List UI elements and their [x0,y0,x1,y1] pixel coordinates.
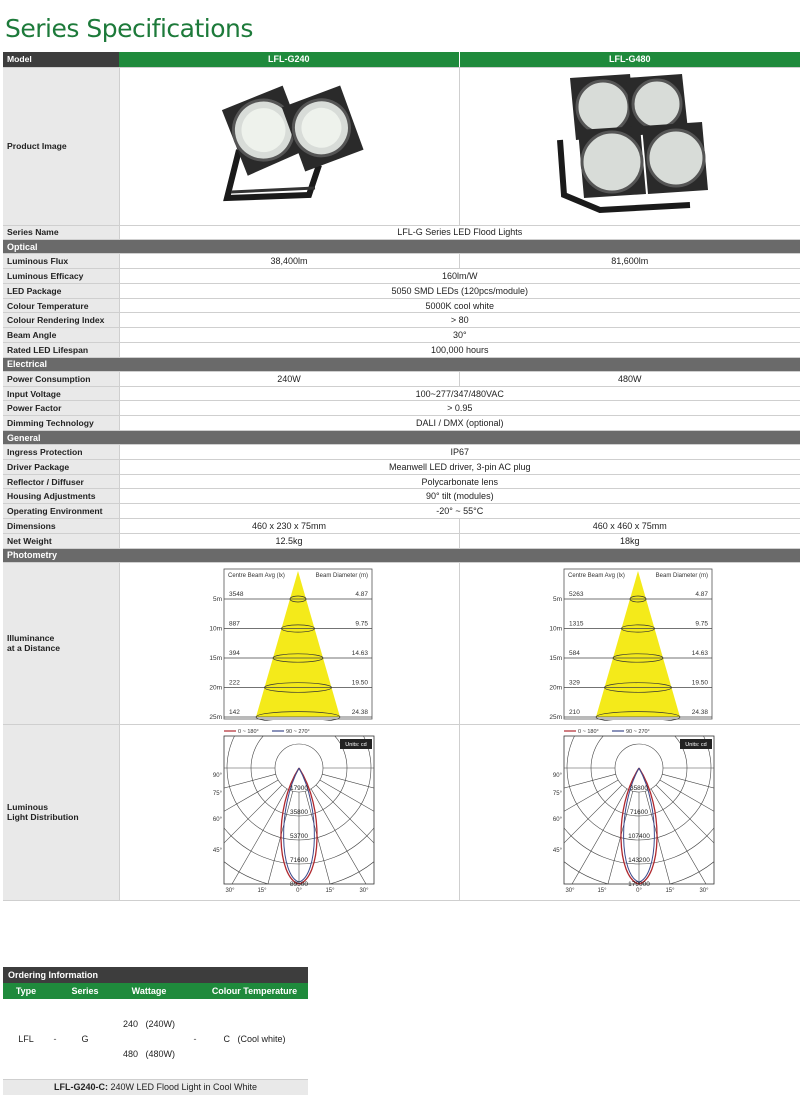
spec-value: 18kg [459,533,800,548]
floodlight-2-module-image [209,80,369,210]
floodlight-4-module-image [550,70,710,220]
ordering-dash: - [189,999,201,1080]
section-general [3,431,800,445]
polar-angle-bottom: 15° [324,888,335,895]
polar-angle-left: 90° [553,773,563,780]
section-electrical [3,357,800,371]
product-image-g480 [459,67,800,225]
lux-value: 142 [228,709,240,717]
spec-label: Colour Temperature [3,298,119,313]
lux-value: 222 [228,679,240,687]
ordering-table [3,967,308,1095]
spec-label: Colour Rendering Index [3,313,119,328]
illuminance-label-line1: Illuminance [7,633,55,644]
model-header-row [3,52,800,67]
distance-label: 15m [549,655,563,663]
spec-value: IP67 [119,445,800,460]
section-general-title: General [3,431,800,445]
diameter-value: 19.50 [351,679,368,687]
diameter-value: 14.63 [351,650,368,658]
polar-angle-left: 60° [553,817,563,824]
ring-value: 107400 [628,833,651,841]
spec-value: 12.5kg [119,533,459,548]
spec-value: 460 x 460 x 75mm [459,519,800,534]
polar-angle-left: 75° [553,791,563,798]
lux-value: 5263 [569,591,584,599]
polar-angle-left: 60° [212,817,222,824]
spec-label: Operating Environment [3,504,119,519]
lux-value: 210 [569,709,581,717]
cone-header-left: Centre Beam Avg (lx) [568,573,626,580]
spec-value: 30° [119,328,800,343]
wattage-option: 480 (480W) [122,1049,176,1059]
polar-angle-bottom: 0° [636,888,643,895]
polar-angle-bottom: 30° [699,888,709,895]
illuminance-label [3,562,119,724]
legend-label-a: 0 ~ 180° [237,729,259,736]
ring-value: 71600 [630,809,649,817]
polar-angle-left: 45° [212,848,222,855]
polar-angle-left: 75° [212,791,222,798]
ordering-example [3,1080,308,1095]
ring-value: 35800 [289,809,308,817]
distance-label: 5m [212,596,222,604]
diameter-value: 14.63 [691,650,709,658]
legend-label-a: 0 ~ 180° [578,729,599,736]
series-name-row [3,225,800,240]
illuminance-label-line2: at a Distance [7,643,61,654]
spec-value: 38,400lm [119,254,459,269]
lux-value: 329 [569,679,581,687]
product-image-row [3,67,800,225]
spec-value: 90° tilt (modules) [119,489,800,504]
distance-label: 20m [549,684,563,692]
spec-label: Power Factor [3,401,119,416]
wattage-option: 240 (240W) [122,1019,176,1029]
ordering-dash: - [49,999,61,1080]
ordering-series: G [61,999,109,1080]
ordering-example-code: LFL-G240-C: [53,1082,108,1093]
ordering-example-desc: 240W LED Flood Light in Cool White [107,1082,258,1093]
section-photometry [3,548,800,562]
polar-angle-bottom: 30° [358,888,369,895]
cone-diagram-g480 [542,565,717,721]
polar-angle-bottom: 0° [295,888,302,895]
ordering-header: Wattage [109,983,189,999]
diameter-value: 4.87 [695,591,709,599]
spec-value: 5050 SMD LEDs (120pcs/module) [119,283,800,298]
distance-label: 15m [208,655,222,663]
series-name-label: Series Name [3,225,119,240]
polar-angle-bottom: 15° [597,888,607,895]
spec-label: Ingress Protection [3,445,119,460]
units-label: Units: cd [685,742,707,749]
lux-value: 3548 [228,591,243,599]
units-label: Units: cd [344,742,367,749]
ring-value: 71600 [289,857,308,865]
spec-value: 81,600lm [459,254,800,269]
cone-header-right: Beam Diameter (m) [655,573,709,580]
spec-label: Dimming Technology [3,416,119,431]
distance-label: 20m [208,684,222,692]
distribution-row [3,724,800,900]
spec-label: Power Consumption [3,371,119,386]
polar-angle-bottom: 15° [256,888,267,895]
spec-label: Net Weight [3,533,119,548]
ring-value: 53700 [289,833,308,841]
spec-value: > 0.95 [119,401,800,416]
illuminance-row [3,562,800,724]
ordering-header: Colour Temperature [201,983,308,999]
spec-value: 100,000 hours [119,343,800,358]
polar-angle-bottom: 15° [665,888,675,895]
diameter-value: 24.38 [351,709,368,717]
section-optical [3,240,800,254]
model-col-2: LFL-G480 [459,52,800,67]
spec-label: Rated LED Lifespan [3,343,119,358]
ordering-header: Type [3,983,49,999]
spec-label: Input Voltage [3,386,119,401]
ordering-header: Series [61,983,109,999]
cone-diagram-g240 [202,565,377,721]
polar-angle-left: 45° [553,848,563,855]
spec-label: Luminous Flux [3,254,119,269]
spec-value: 240W [119,371,459,386]
section-optical-title: Optical [3,240,800,254]
polar-diagram-g480 [542,726,717,898]
distance-label: 25m [549,714,563,722]
model-col-1: LFL-G240 [119,52,459,67]
distance-label: 25m [208,714,222,722]
spec-label: LED Package [3,283,119,298]
cone-header-right: Beam Diameter (m) [315,573,368,580]
ring-value: 17900 [289,785,308,793]
distribution-label [3,724,119,900]
polar-angle-left: 90° [212,773,222,780]
lux-value: 1315 [569,620,584,628]
distance-label: 10m [549,625,563,633]
cone-header-left: Centre Beam Avg (lx) [227,573,285,580]
polar-g240-cell [119,724,459,900]
spec-label: Housing Adjustments [3,489,119,504]
spec-value: 160lm/W [119,269,800,284]
diameter-value: 9.75 [695,620,709,628]
spec-label: Luminous Efficacy [3,269,119,284]
ring-value: 35800 [630,785,649,793]
lux-value: 887 [228,620,240,628]
spec-label: Reflector / Diffuser [3,474,119,489]
spec-value: 5000K cool white [119,298,800,313]
ordering-type: LFL [3,999,49,1080]
ring-value: 179000 [628,881,651,889]
cone-g240-cell [119,562,459,724]
spec-label: Dimensions [3,519,119,534]
spec-label: Beam Angle [3,328,119,343]
ordering-wattage [109,999,189,1080]
polar-g480-cell [459,724,800,900]
section-electrical-title: Electrical [3,357,800,371]
section-photometry-title: Photometry [3,548,800,562]
ring-value: 143200 [628,857,651,865]
spec-value: -20° ~ 55°C [119,504,800,519]
ring-value: 89500 [289,881,308,889]
ordering-colour: C (Cool white) [201,999,308,1080]
polar-angle-bottom: 30° [224,888,235,895]
product-image-label: Product Image [3,67,119,225]
spec-value: DALI / DMX (optional) [119,416,800,431]
polar-diagram-g240 [202,726,377,898]
spec-value: 460 x 230 x 75mm [119,519,459,534]
legend-label-b: 90 ~ 270° [285,729,310,736]
page-title: Series Specifications [5,14,253,43]
distribution-label-line1: Luminous [7,802,49,813]
spec-value: Polycarbonate lens [119,474,800,489]
spec-value: Meanwell LED driver, 3-pin AC plug [119,459,800,474]
distribution-label-line2: Light Distribution [7,812,79,823]
spec-label: Driver Package [3,459,119,474]
distance-label: 10m [208,625,222,633]
spec-value: > 80 [119,313,800,328]
diameter-value: 9.75 [354,620,368,628]
spec-table [3,52,800,901]
product-image-g240 [119,67,459,225]
spec-value: 480W [459,371,800,386]
spec-value: 100~277/347/480VAC [119,386,800,401]
ordering-title: Ordering Information [3,967,308,983]
lux-value: 584 [569,650,581,658]
diameter-value: 19.50 [691,679,709,687]
model-label: Model [3,52,119,67]
diameter-value: 4.87 [354,591,368,599]
distance-label: 5m [553,596,563,604]
lux-value: 394 [228,650,240,658]
series-name-value: LFL-G Series LED Flood Lights [119,225,800,240]
polar-angle-bottom: 30° [565,888,575,895]
diameter-value: 24.38 [691,709,709,717]
cone-g480-cell [459,562,800,724]
legend-label-b: 90 ~ 270° [626,729,651,736]
